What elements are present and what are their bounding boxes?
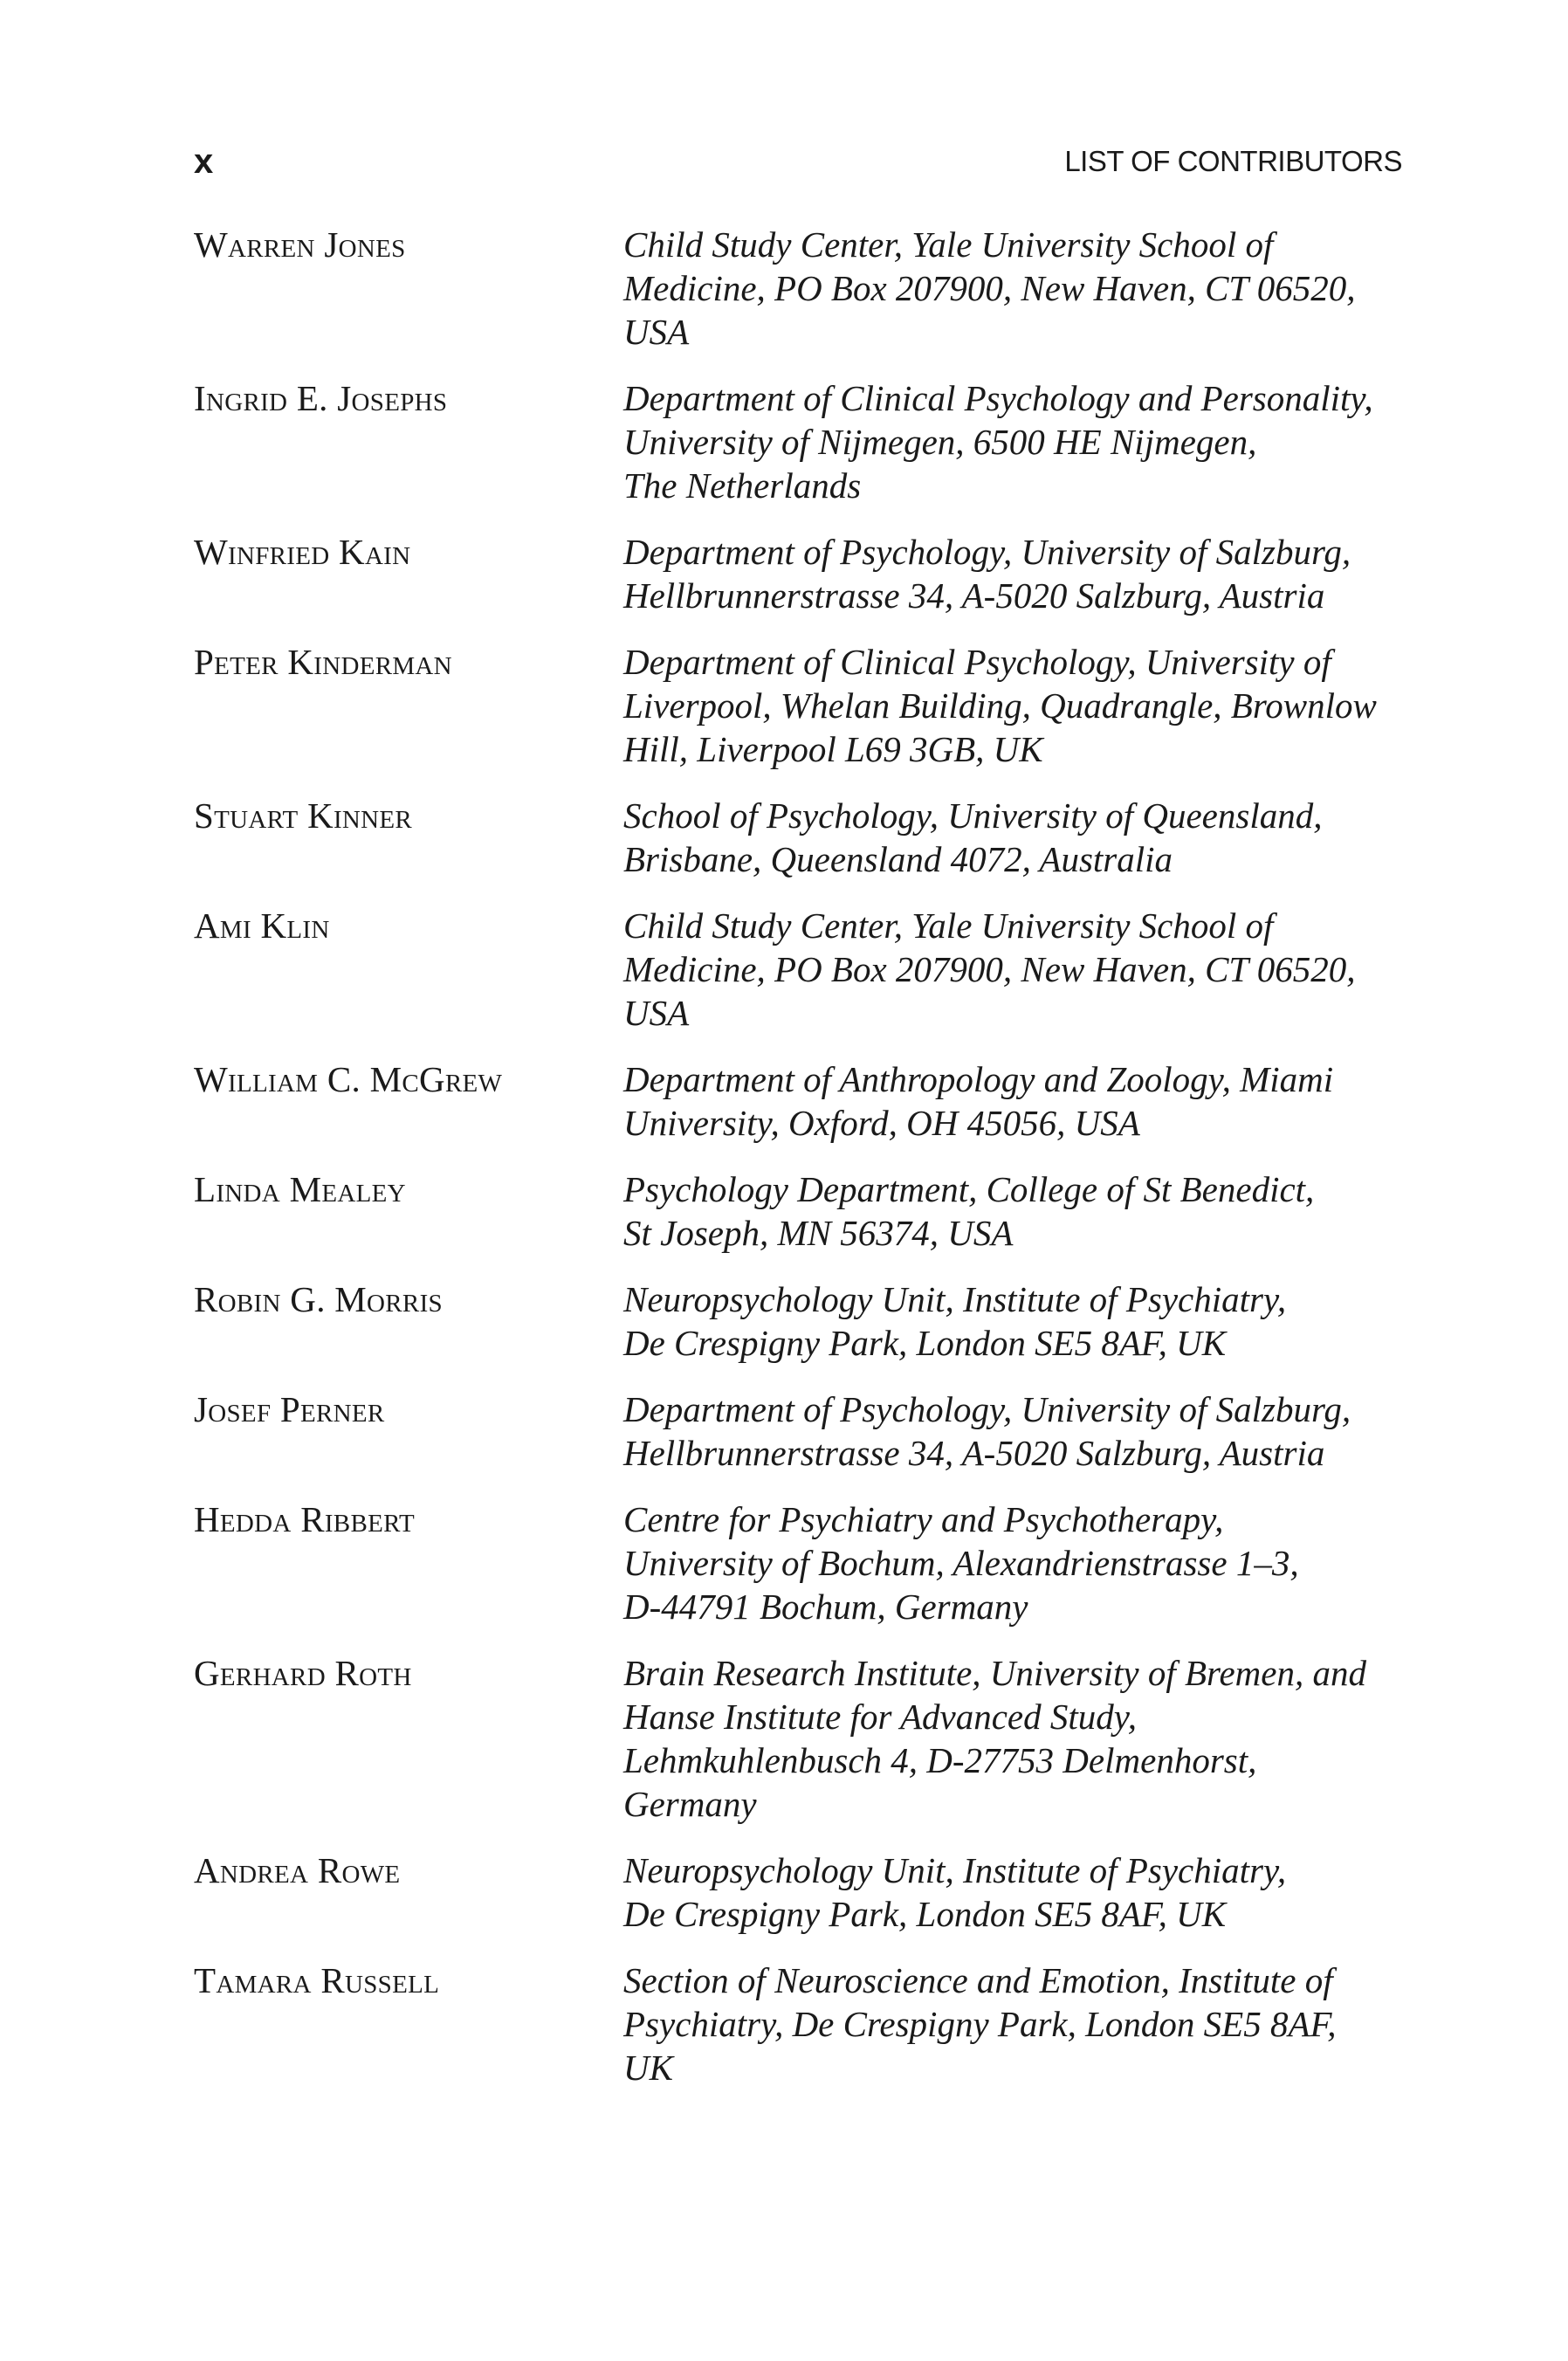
contributor-affiliation [623, 794, 1402, 881]
affiliation-line: Medicine, PO Box 207900, New Haven, CT 06520, [623, 268, 1356, 308]
affiliation-line: Hill, Liverpool L69 3GB, UK [623, 729, 1043, 769]
contributor-entry [194, 530, 1402, 617]
contributor-name: Linda Mealey [194, 1169, 406, 1209]
page-number: x [194, 142, 214, 181]
contributor-affiliation [623, 1167, 1402, 1255]
contributor-list [194, 223, 1402, 2112]
contributor-affiliation [623, 1497, 1402, 1628]
contributor-name: Winfried Kain [194, 532, 411, 572]
contributor-affiliation [623, 1958, 1402, 2089]
affiliation-line: Department of Clinical Psychology, University of [623, 642, 1331, 682]
affiliation-line: Child Study Center, Yale University School of [623, 224, 1274, 265]
contributor-affiliation [623, 1277, 1402, 1365]
contributor-affiliation [623, 376, 1402, 507]
contributor-affiliation [623, 1387, 1402, 1475]
affiliation-line: Department of Psychology, University of Salzburg, [623, 532, 1351, 572]
contributor-affiliation [623, 1057, 1402, 1145]
affiliation-line: St Joseph, MN 56374, USA [623, 1213, 1014, 1253]
contributor-affiliation [623, 904, 1402, 1035]
contributor-entry [194, 640, 1402, 771]
contributor-entry [194, 1848, 1402, 1936]
contributor-entry [194, 1387, 1402, 1475]
affiliation-line: Neuropsychology Unit, Institute of Psychiatry, [623, 1279, 1287, 1319]
affiliation-line: Department of Clinical Psychology and Personality, [623, 378, 1373, 418]
affiliation-line: Hanse Institute for Advanced Study, [623, 1697, 1137, 1737]
contributor-name: Peter Kinderman [194, 642, 452, 682]
contributor-entry [194, 1277, 1402, 1365]
contributor-name: Robin G. Morris [194, 1279, 443, 1319]
contributor-name: Stuart Kinner [194, 795, 413, 836]
affiliation-line: Child Study Center, Yale University School of [623, 905, 1274, 946]
contributor-affiliation [623, 1848, 1402, 1936]
affiliation-line: Brain Research Institute, University of Bremen, and [623, 1653, 1366, 1693]
affiliation-line: Medicine, PO Box 207900, New Haven, CT 06520, [623, 949, 1356, 989]
affiliation-line: Department of Psychology, University of Salzburg, [623, 1389, 1351, 1429]
contributor-name: Ingrid E. Josephs [194, 378, 448, 418]
contributor-entry [194, 904, 1402, 1035]
contributor-entry [194, 1167, 1402, 1255]
running-title: LIST OF CONTRIBUTORS [1064, 145, 1402, 177]
contributor-affiliation [623, 1651, 1402, 1826]
contributor-entry [194, 794, 1402, 881]
contributor-name: Josef Perner [194, 1389, 385, 1429]
affiliation-line: Department of Anthropology and Zoology, Miami [623, 1059, 1334, 1099]
affiliation-line: University of Nijmegen, 6500 HE Nijmegen, [623, 422, 1257, 462]
contributor-affiliation [623, 530, 1402, 617]
affiliation-line: Liverpool, Whelan Building, Quadrangle, Brownlow [623, 685, 1377, 726]
contributor-entry [194, 223, 1402, 354]
affiliation-line: Germany [623, 1784, 757, 1824]
contributor-name: Ami Klin [194, 905, 330, 946]
affiliation-line: De Crespigny Park, London SE5 8AF, UK [623, 1323, 1227, 1363]
contributor-affiliation [623, 640, 1402, 771]
affiliation-line: Lehmkuhlenbusch 4, D-27753 Delmenhorst, [623, 1740, 1257, 1780]
affiliation-line: UK [623, 2048, 673, 2088]
affiliation-line: USA [623, 312, 690, 352]
affiliation-line: Section of Neuroscience and Emotion, Institute of [623, 1960, 1333, 2000]
affiliation-line: Hellbrunnerstrasse 34, A-5020 Salzburg, Austria [623, 1433, 1325, 1473]
affiliation-line: USA [623, 993, 690, 1033]
contributor-name: Andrea Rowe [194, 1850, 401, 1890]
affiliation-line: Psychiatry, De Crespigny Park, London SE5 8AF, [623, 2004, 1337, 2044]
affiliation-line: D-44791 Bochum, Germany [623, 1587, 1028, 1627]
contributor-entry [194, 376, 1402, 507]
contributor-name: Gerhard Roth [194, 1653, 412, 1693]
contributor-entry [194, 1958, 1402, 2089]
affiliation-line: De Crespigny Park, London SE5 8AF, UK [623, 1894, 1227, 1934]
affiliation-line: School of Psychology, University of Queensland, [623, 795, 1323, 836]
contributor-name: Tamara Russell [194, 1960, 440, 2000]
contributor-name: Hedda Ribbert [194, 1499, 416, 1539]
affiliation-line: Neuropsychology Unit, Institute of Psychiatry, [623, 1850, 1287, 1890]
affiliation-line: Brisbane, Queensland 4072, Australia [623, 839, 1173, 879]
contributor-entry [194, 1057, 1402, 1145]
affiliation-line: Centre for Psychiatry and Psychotherapy, [623, 1499, 1224, 1539]
contributor-name: Warren Jones [194, 224, 406, 265]
affiliation-line: University, Oxford, OH 45056, USA [623, 1103, 1140, 1143]
affiliation-line: Hellbrunnerstrasse 34, A-5020 Salzburg, Austria [623, 575, 1325, 616]
affiliation-line: University of Bochum, Alexandrienstrasse 1–3, [623, 1543, 1299, 1583]
contributor-entry [194, 1497, 1402, 1628]
contributor-entry [194, 1651, 1402, 1826]
contributor-affiliation [623, 223, 1402, 354]
affiliation-line: Psychology Department, College of St Benedict, [623, 1169, 1315, 1209]
affiliation-line: The Netherlands [623, 465, 862, 506]
contributor-name: William C. McGrew [194, 1059, 503, 1099]
running-head [194, 140, 1402, 183]
